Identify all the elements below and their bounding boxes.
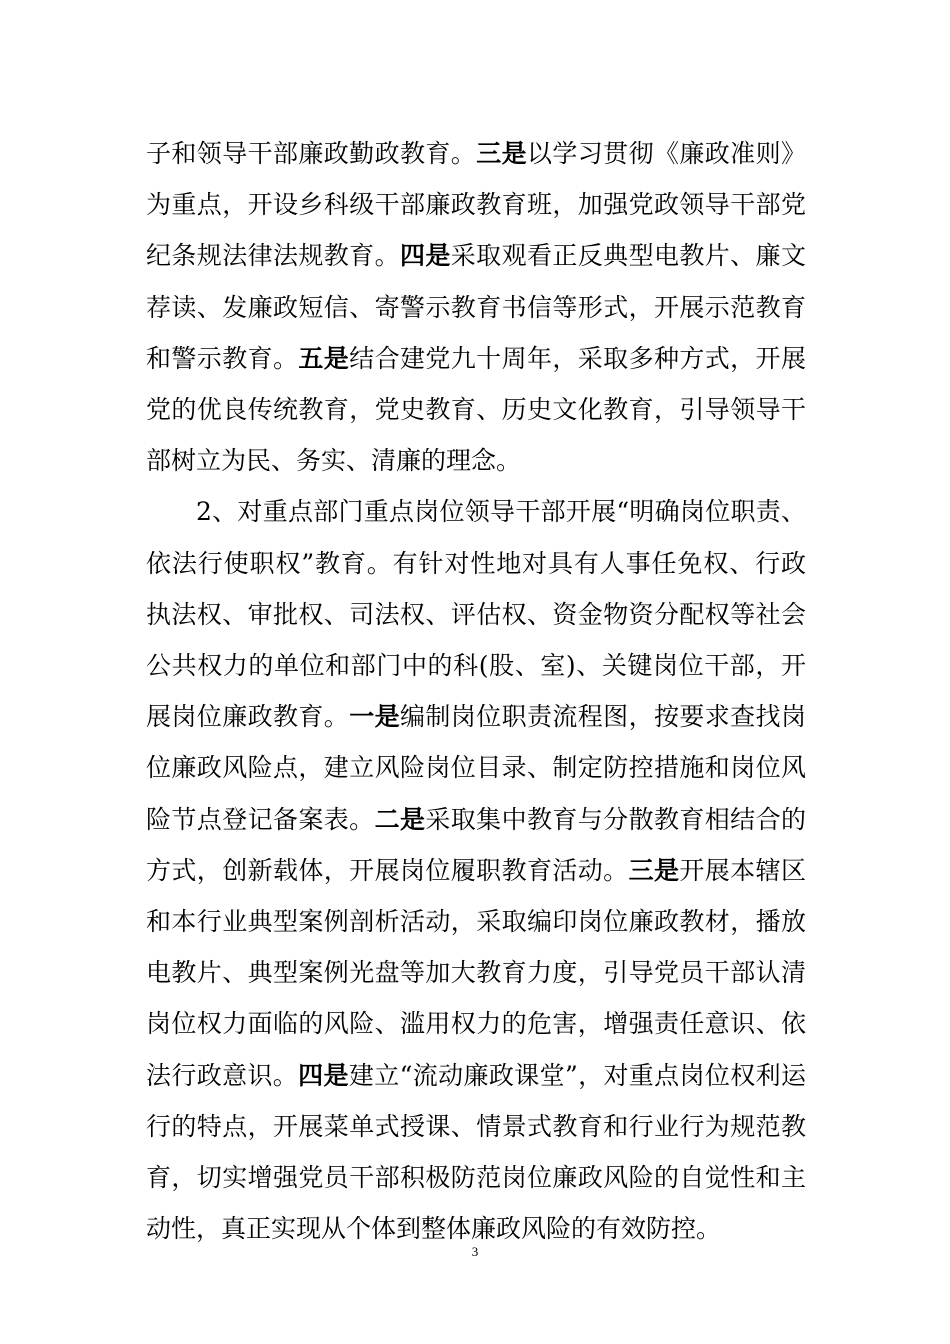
paragraph-2 [146,486,806,1254]
paragraph-run: 开展本辖区和本行业典型案例剖析活动，采取编印岗位廉政教材，播放电教片、典型案例光盘等加大教育力度，引导党员干部认清岗位权力面临的风险、滥用权力的危害，增强责任意识、依法行政意识。 [146,855,806,1090]
paragraph-run: 编制岗位职责流程图，按要求查找岗位廉政风险点，建立风险岗位目录、制定防控措施和岗位风险节点登记备案表。 [146,702,806,834]
paragraph-run-bold: 四是 [399,241,451,271]
paragraph-run-bold: 三是 [628,855,680,885]
paragraph-run: 结合建党九十周年，采取多种方式，开展党的优良传统教育，党史教育、历史文化教育，引导领导干部树立为民、务实、清廉的理念。 [146,343,806,476]
paragraph-run-bold: 一是 [349,702,400,732]
paragraph-run: 以学习贯彻《廉政准则》为重点，开设乡科级干部廉政教育班，加强党政领导干部党纪条规法律法规教育。 [146,139,806,271]
paragraph-run: 子和领导干部廉政勤政教育。 [146,139,477,168]
paragraph-run: 建立“流动廉政课堂”，对重点岗位权利运行的特点，开展菜单式授课、情景式教育和行业行为规范教育，切实增强党员干部积极防范岗位廉政风险的自觉性和主动性，真正实现从个体到整体廉政风险的有效防控。 [146,1060,806,1244]
paragraph-run-bold: 五是 [298,343,350,373]
paragraph-run-bold: 二是 [374,804,426,834]
paragraph-run-bold: 四是 [298,1060,349,1090]
paragraph-run-bold: 三是 [476,139,527,168]
paragraph-run: 2、对重点部门重点岗位领导干部开展“明确岗位职责、依法行使职权”教育。有针对性地对具有人事任免权、行政执法权、审批权、司法权、评估权、资金物资分配权等社会公共权力的单位和部门中的科(股、室)、关键岗位干部，开展岗位廉政教育。 [146,497,806,732]
document-body [146,128,806,1254]
paragraph-1 [146,128,806,486]
paragraph-run: 采取集中教育与分散教育相结合的方式，创新载体，开展岗位履职教育活动。 [146,804,806,885]
paragraph-run: 采取观看正反典型电教片、廉文荐读、发廉政短信、寄警示教育书信等形式，开展示范教育和警示教育。 [146,241,806,373]
page-number: 3 [471,1244,479,1259]
